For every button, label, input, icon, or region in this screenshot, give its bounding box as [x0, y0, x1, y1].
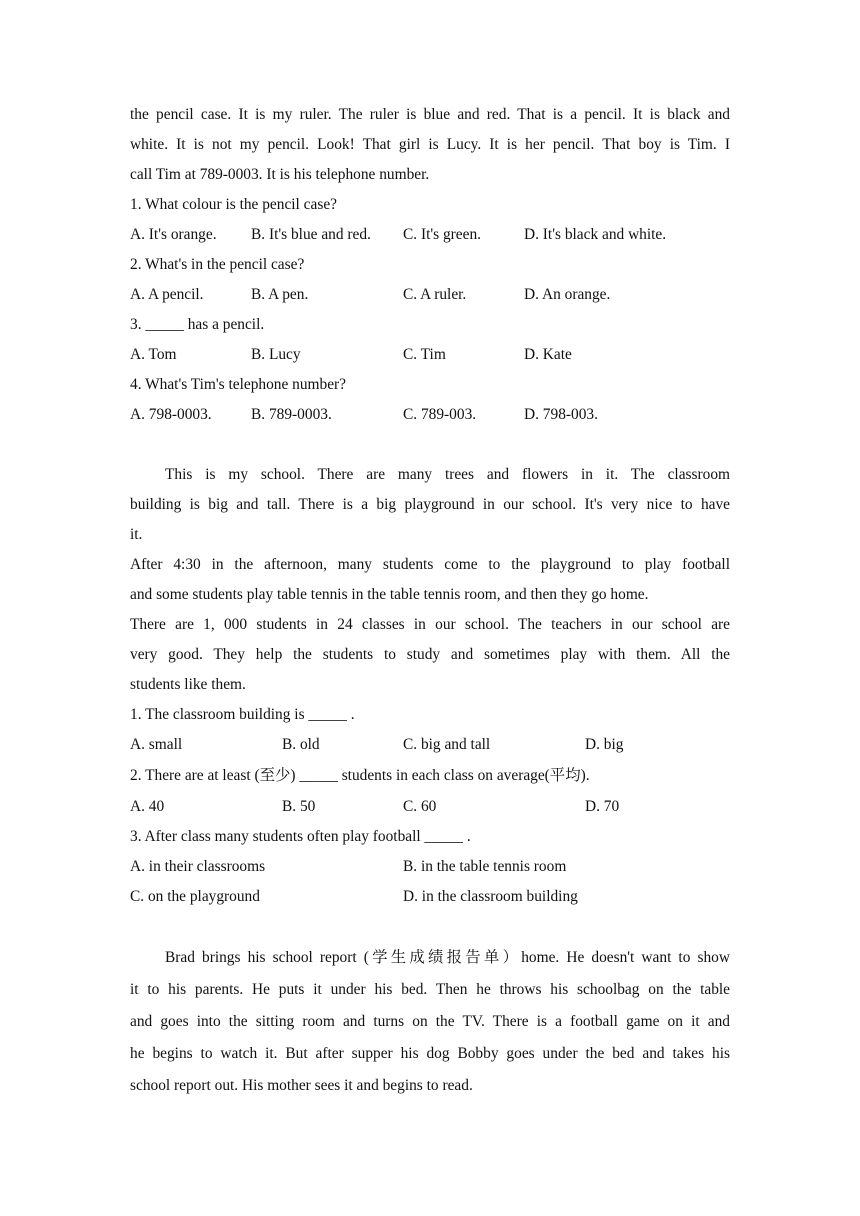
- option-a: A. It's orange.: [130, 226, 217, 243]
- question-1-2-options: [130, 280, 730, 310]
- passage-1-line-3: call Tim at 789-0003. It is his telephone number.: [130, 166, 430, 183]
- option-b: B. old: [282, 736, 320, 753]
- option-a: A. small: [130, 736, 183, 753]
- option-c: C. Tim: [403, 346, 446, 363]
- option-c: C. on the playground: [130, 888, 260, 905]
- option-b: B. A pen.: [251, 286, 309, 303]
- passage-1-line-1: the pencil case. It is my ruler. The ruler is blue and red. That is a pencil. It is black and: [130, 106, 730, 123]
- option-d: D. in the classroom building: [403, 888, 578, 905]
- passage-2: [130, 460, 730, 912]
- question-2-2-options: [130, 792, 730, 822]
- passage-3-line-5: school report out. His mother sees it and begins to read.: [130, 1077, 473, 1094]
- passage-2-line-4: After 4:30 in the afternoon, many students come to the playground to play football: [130, 556, 730, 573]
- option-c: C. big and tall: [403, 736, 491, 753]
- option-a: A. 40: [130, 798, 165, 815]
- passage-3-line-2: it to his parents. He puts it under his bed. Then he throws his schoolbag on the table: [130, 981, 730, 998]
- passage-3-line-3: and goes into the sitting room and turns on the TV. There is a football game on it and: [130, 1013, 730, 1030]
- question-2-3-options-row-2: [130, 882, 730, 912]
- passage-3-line-4: he begins to watch it. But after supper his dog Bobby goes under the bed and takes his: [130, 1045, 730, 1062]
- question-1-1-options: [130, 220, 730, 250]
- option-a: A. in their classrooms: [130, 858, 266, 875]
- option-c: C. A ruler.: [403, 286, 467, 303]
- option-b: B. Lucy: [251, 346, 301, 363]
- question-1-2: 2. What's in the pencil case?: [130, 256, 305, 273]
- passage-2-line-6: There are 1, 000 students in 24 classes in our school. The teachers in our school are: [130, 616, 730, 633]
- option-d: D. big: [585, 736, 624, 753]
- passage-2-line-1: This is my school. There are many trees and flowers in it. The classroom: [165, 466, 730, 483]
- question-2-3-options-row-1: [130, 852, 730, 882]
- document-content: [130, 100, 730, 1102]
- question-1-4: 4. What's Tim's telephone number?: [130, 376, 347, 393]
- passage-1: [130, 100, 730, 430]
- option-d: D. 798-003.: [524, 406, 598, 423]
- question-2-1: 1. The classroom building is _____ .: [130, 706, 355, 723]
- question-2-3: 3. After class many students often play football _____ .: [130, 828, 471, 845]
- question-2-1-options: [130, 730, 730, 760]
- question-1-4-options: [130, 400, 730, 430]
- question-2-2: 2. There are at least (至少) _____ students in each class on average(平均).: [130, 767, 590, 784]
- option-b: B. in the table tennis room: [403, 858, 567, 875]
- passage-2-line-5: and some students play table tennis in the table tennis room, and then they go home.: [130, 586, 649, 603]
- question-1-1: 1. What colour is the pencil case?: [130, 196, 337, 213]
- option-a: A. A pencil.: [130, 286, 204, 303]
- option-c: C. 789-003.: [403, 406, 477, 423]
- option-d: D. It's black and white.: [524, 226, 667, 243]
- passage-2-line-3: it.: [130, 526, 143, 543]
- option-c: C. 60: [403, 798, 437, 815]
- passage-3-line-1: Brad brings his school report (学生成绩报告单）home. He doesn't want to show: [165, 949, 730, 966]
- question-1-3: 3. _____ has a pencil.: [130, 316, 265, 333]
- option-a: A. 798-0003.: [130, 406, 212, 423]
- option-c: C. It's green.: [403, 226, 481, 243]
- passage-2-line-8: students like them.: [130, 676, 246, 693]
- passage-2-line-7: very good. They help the students to study and sometimes play with them. All the: [130, 646, 730, 663]
- section-gap: [130, 430, 730, 460]
- passage-2-line-2: building is big and tall. There is a big playground in our school. It's very nice to have: [130, 496, 730, 513]
- option-b: B. 789-0003.: [251, 406, 332, 423]
- option-d: D. 70: [585, 798, 620, 815]
- option-b: B. 50: [282, 798, 316, 815]
- option-a: A. Tom: [130, 346, 177, 363]
- option-b: B. It's blue and red.: [251, 226, 371, 243]
- passage-3: [130, 942, 730, 1102]
- section-gap: [130, 912, 730, 942]
- option-d: D. An orange.: [524, 286, 611, 303]
- passage-1-line-2: white. It is not my pencil. Look! That girl is Lucy. It is her pencil. That boy is Tim. I: [130, 136, 730, 153]
- option-d: D. Kate: [524, 346, 572, 363]
- question-1-3-options: [130, 340, 730, 370]
